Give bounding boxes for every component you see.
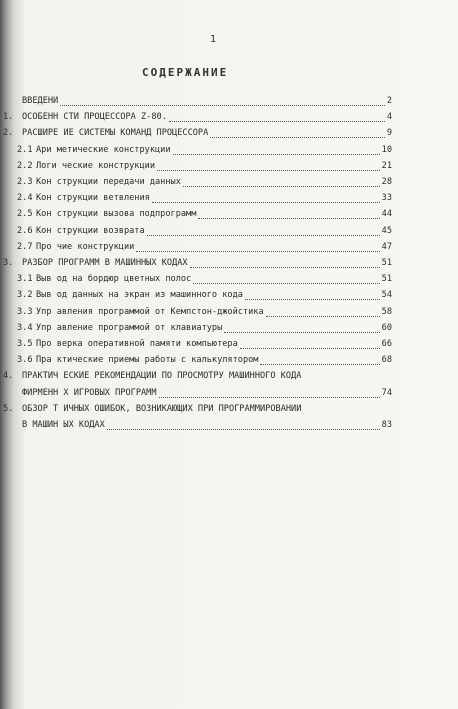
toc-entry-number: 4. — [3, 371, 14, 382]
toc-dot-leader — [198, 218, 380, 219]
toc-entry-number: 5. — [3, 403, 14, 414]
toc-entry-page: 83 — [381, 420, 392, 430]
toc-entry-title: Кон струкции ветвления — [36, 193, 150, 204]
toc-entry — [0, 307, 458, 321]
toc-dot-leader — [159, 397, 380, 398]
toc-entry — [0, 355, 458, 369]
toc-entry-page: 51 — [381, 258, 392, 268]
toc-entry-number: 2. — [3, 128, 14, 139]
toc-entry-number: 2.3 — [17, 177, 33, 187]
toc-entry-title: ФИРМЕНН Х ИГРОВЫХ ПРОГРАММ — [22, 387, 157, 398]
toc-entry — [0, 226, 458, 240]
toc-entry-page: 47 — [381, 241, 392, 252]
toc-entry-page: 54 — [381, 290, 392, 301]
toc-dot-leader — [152, 202, 380, 203]
toc-entry — [0, 404, 458, 418]
toc-entry-title: Упр авления программой от Кемпстон-джойстика — [36, 306, 264, 317]
toc-entry-title: Кон струкции передачи данных — [36, 177, 181, 187]
toc-entry — [0, 290, 458, 304]
toc-entry — [0, 420, 458, 434]
toc-entry-page: 60 — [381, 322, 392, 333]
toc-entry-title: Ари метические конструкции — [36, 144, 171, 155]
toc-entry-number: 2.6 — [17, 225, 33, 236]
toc-entry-number: 2.1 — [17, 144, 33, 155]
toc-entry-page: 2 — [386, 96, 392, 106]
toc-dot-leader — [107, 429, 380, 430]
toc-entry-title: РАЗБОР ПРОГРАММ В МАШИННЫХ КОДАХ — [22, 258, 188, 268]
toc-entry-number: 1. — [3, 112, 14, 123]
toc-dot-leader — [266, 316, 380, 317]
toc-entry — [0, 371, 458, 385]
toc-entry-page: 44 — [381, 209, 392, 220]
toc-entry-page: 51 — [381, 274, 392, 285]
toc-entry-number: 2.7 — [17, 241, 33, 252]
toc-entry-page: 45 — [381, 225, 392, 236]
toc-entry-page: 74 — [381, 387, 392, 398]
toc-entry-title: ВВЕДЕНИ — [22, 96, 59, 106]
toc-entry — [0, 258, 458, 272]
toc-entry-page: 68 — [381, 355, 392, 366]
toc-entry-title: ОБЗОР Т ИЧНЫХ ОШИБОК, ВОЗНИКАЮЩИХ ПРИ ПРОГРАММИРОВАНИИ — [22, 403, 302, 414]
toc-entry-page: 4 — [386, 112, 392, 123]
toc-dot-leader — [224, 332, 380, 333]
toc-dot-leader — [183, 186, 380, 187]
toc-entry-number: 3.4 — [17, 322, 33, 333]
toc-entry-page: 33 — [381, 193, 392, 204]
toc-entry-title: Выв од на бордюр цветных полос — [36, 274, 192, 285]
toc-entry-title: Кон струкции вызова подпрограмм — [36, 209, 197, 220]
toc-entry-title: РАСШИРЕ ИЕ СИСТЕМЫ КОМАНД ПРОЦЕССОРА — [22, 128, 209, 139]
toc-entry — [0, 323, 458, 337]
toc-entry-number: 3.2 — [17, 290, 33, 301]
toc-dot-leader — [169, 121, 385, 122]
toc-dot-leader — [193, 283, 380, 284]
toc-entry-page: 66 — [381, 339, 392, 349]
toc-dot-leader — [210, 137, 385, 138]
toc-entry-title: ПРАКТИЧ ЕСКИЕ РЕКОМЕНДАЦИИ ПО ПРОСМОТРУ МАШИННОГО КОДА — [22, 371, 302, 382]
toc-dot-leader — [136, 251, 380, 252]
toc-entry-title: Кон струкции возврата — [36, 225, 145, 236]
toc-entry-page: 28 — [381, 177, 392, 187]
toc-dot-leader — [173, 154, 380, 155]
toc-entry-number: 2.5 — [17, 209, 33, 220]
toc-entry — [0, 193, 458, 207]
toc-entry-number: 2.4 — [17, 193, 33, 204]
toc-entry-number: 2.2 — [17, 160, 33, 171]
toc-entry — [0, 145, 458, 159]
toc-dot-leader — [147, 235, 380, 236]
toc-entry-title: Про чие конструкции — [36, 241, 135, 252]
toc-entry — [0, 242, 458, 256]
toc-entry-number: 3. — [3, 258, 14, 268]
page-title: СОДЕРЖАНИЕ — [142, 66, 229, 79]
toc-entry-number: 3.3 — [17, 306, 33, 317]
toc-entry-page: 21 — [381, 160, 392, 171]
toc-dot-leader — [190, 267, 380, 268]
toc-entry — [0, 177, 458, 191]
toc-entry-title: Логи ческие конструкции — [36, 160, 155, 171]
toc-entry-number: 3.6 — [17, 355, 33, 366]
toc-entry-page: 9 — [386, 128, 392, 139]
toc-dot-leader — [240, 348, 380, 349]
toc-dot-leader — [60, 105, 385, 106]
toc-entry-number: 3.5 — [17, 339, 33, 349]
toc-entry-title: Про верка оперативной памяти компьютера — [36, 339, 238, 349]
toc-entry — [0, 388, 458, 402]
toc-entry-title: Пра ктические приемы работы с калькулятором — [36, 355, 259, 366]
toc-entry-title: Выв од данных на экран из машинного кода — [36, 290, 243, 301]
toc-dot-leader — [260, 364, 380, 365]
toc-entry-title: В МАШИН ЫХ КОДАХ — [22, 420, 105, 430]
toc-entry — [0, 96, 458, 110]
toc-entry-number: 3.1 — [17, 274, 33, 285]
toc-entry-page: 10 — [381, 144, 392, 155]
toc-dot-leader — [157, 170, 380, 171]
toc-entry — [0, 128, 458, 142]
page-number: 1 — [210, 34, 217, 45]
toc-dot-leader — [245, 299, 380, 300]
toc-entry-title: ОСОБЕНН СТИ ПРОЦЕССОРА Z-80. — [22, 112, 167, 123]
toc-entry — [0, 339, 458, 353]
toc-entry — [0, 274, 458, 288]
toc-entry-title: Упр авление программой от клавиатуры — [36, 322, 223, 333]
toc-entry — [0, 161, 458, 175]
toc-entry — [0, 209, 458, 223]
toc-entry — [0, 112, 458, 126]
toc-entry-page: 58 — [381, 306, 392, 317]
